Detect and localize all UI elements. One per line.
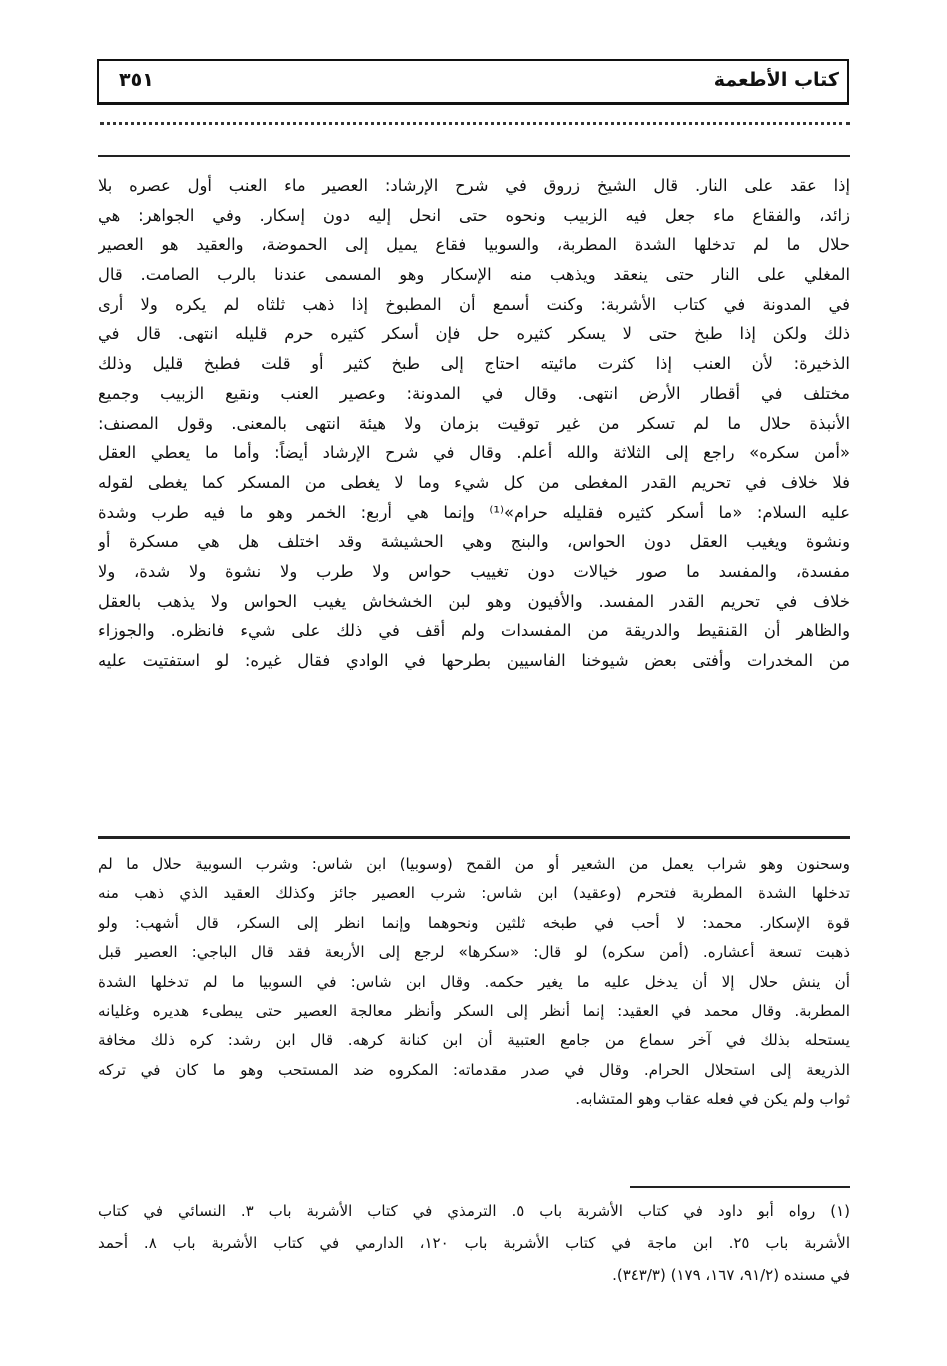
- page-number: ٣٥١: [119, 69, 154, 91]
- footnote-divider: [630, 1186, 850, 1188]
- footnotes: [98, 1195, 850, 1291]
- text-line: حلال ما لم تدخلها الشدة المطربة، والسوبيا فقاع يميل إلى الحموضة، والعقيد هو العصير: [98, 235, 850, 255]
- commentary-line: ثواب ولم يكن في فعله عقاب وهو المتشابه.: [575, 1090, 850, 1109]
- text-line: إذا عقد على النار. قال الشيخ زروق في شرح الإرشاد: العصير ماء العنب أول عصره بلا: [98, 176, 850, 195]
- commentary-line: يستحله بذلك في آخر سماع من جامع العتبية أن ابن كنانة كرهه. قال ابن رشد: كره ذلك مخافة: [98, 1031, 850, 1050]
- commentary-text: [98, 850, 850, 1115]
- text-line: المغلي على النار حتى ينعقد ويذهب منه الإسكار وهو المسمى عندنا بالرب الصامت. قال: [98, 265, 850, 285]
- text-line: زائد، والفقاع ماء جعل فيه الزبيب ونحوه حتى انحل إليه دون إسكار. وفي الجواهر: هي: [98, 205, 850, 225]
- text-line: ونشوة ويغيب العقل دون الحواس، والبنج وهي الحشيشة وقد اختلف هل هي مسكرة أو: [98, 532, 850, 552]
- text-line: الأنبذة حلال ما لم تسكر من غير توقيت بزمان ولا هيئة انتهى بالمعنى. وقول المصنف:: [98, 413, 850, 433]
- text-line: «أمن سكره» راجع إلى الثلاثة والله أعلم. وقال في شرح الإرشاد أيضاً: وأما ما يعطي العقل: [98, 443, 850, 463]
- main-text: [98, 171, 850, 676]
- text-line: خلاف في تحريم القدر المفسد. والأفيون وهو لبن الخشخاش يغيب الحواس ولا يذهب بالعقل: [98, 591, 850, 611]
- text-line: عليه السلام: «ما أسكر كثيره فقليله حرام»⁽¹⁾ وإنما هي أربع: الخمر وهو ما فيه طرب وشدة: [98, 502, 850, 522]
- text-line: من المخدرات وأفتى بعض شيوخنا الفاسيين بطرحها في الوادي فقال غيره: لو استفتيت عليه: [98, 651, 850, 670]
- commentary-line: تدخلها الشدة المطربة فتحرم (وعقيد) ابن شاس: شرب العصير جائز وكذلك العقيد الذي ذهب منه: [98, 884, 850, 903]
- commentary-line: أن ينش حلال إلا أن يدخل عليه ما يغير حكمه. وقال ابن شاس: في السوبيا ما لم تدخلها الشدة: [98, 972, 850, 991]
- commentary-line: وسحنون وهو شراب يعمل من الشعير أو من القمح (وسوبيا) ابن شاس: وشرب السوبية حلال ما لم: [98, 855, 850, 873]
- commentary-line: قوة الإسكار. محمد: لا أحب في طبخه ثلثين ونحوهما وإنما انظر إلى السكر، قال أشهب: ولو: [98, 913, 850, 932]
- text-line: والظاهر أن القنقيط والدريقة من المفسدات ولم أقف في ذلك على شيء فانظره. والجوزاء: [98, 621, 850, 641]
- text-line: الذخيرة: لأن العنب إذا كثرت مائيته احتاج إلى طبخ كثير أو قلت فطبخ قليل وذلك: [98, 354, 850, 374]
- dotted-divider: [100, 122, 850, 125]
- text-line: في المدونة في كتاب الأشربة: وكنت أسمع أن المطبوخ إذا ذهب ثلثاه لم يكره ولا أرى: [98, 294, 850, 314]
- commentary-line: المطربة. وقال محمد في العقيد: إنما أنظر إلى السكر وأنظر معالجة العصير حتى يبطىء هديره وغليانه: [98, 1001, 850, 1020]
- footnote-line: (١) رواه أبو داود في كتاب الأشربة باب ٥. الترمذي في كتاب الأشربة باب ٣. النسائي في كتاب: [98, 1202, 850, 1220]
- commentary-line: ذهبت تسعة أعشاره. (أمن سكره) لو قال: «سكرها» لرجع إلى الأربعة فقد قال الباجي: العصير قبل: [98, 943, 850, 962]
- text-line: مفسدة، والمفسد ما صور خيالات دون تغييب حواس ولا طرب ولا نشوة ولا شدة، ولا: [98, 561, 850, 581]
- commentary-divider: [98, 836, 850, 839]
- text-line: ذلك ولكن إذا طبخ حتى لا يسكر كثيره حل فإن أسكر كثيره حرم قليله انتهى. قال في: [98, 324, 850, 344]
- footnote-line: في مسنده (٩١/٢، ١٦٧، ١٧٩) (٣٤٣/٣).: [612, 1266, 850, 1284]
- chapter-title: كتاب الأطعمة: [713, 69, 839, 91]
- commentary-line: الذريعة إلى استحلال الحرام. وقال في صدر مقدماته: المكروه ضد المستحب وهو ما كان في تركه: [98, 1060, 850, 1079]
- text-line: مختلف في أقطار الأرض انتهى. وقال في المدونة: وعصير العنب ونقيع الزبيب وجميع: [98, 383, 850, 403]
- text-line: فلا خلاف في تحريم القدر المغطى من كل شيء وما لا يغطى من المسكر كما يغطى لقوله: [98, 472, 850, 492]
- running-header: [97, 59, 849, 105]
- top-rule: [98, 155, 850, 157]
- footnote-line: الأشربة باب ٢٥. ابن ماجة في كتاب الأشربة باب ١٢٠، الدارمي في كتاب الأشربة باب ٨. أحمد: [98, 1234, 850, 1252]
